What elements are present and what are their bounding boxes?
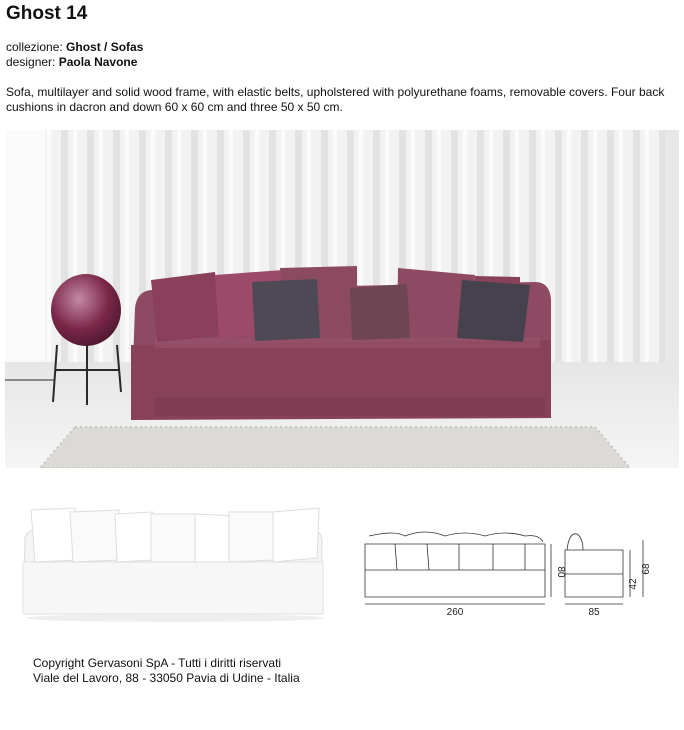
height-dimension: 80 <box>555 566 566 578</box>
address-line: Viale del Lavoro, 88 - 33050 Pavia di Udine - Italia <box>33 671 300 685</box>
product-photo <box>5 130 679 468</box>
collection-value: Ghost / Sofas <box>66 40 144 54</box>
designer-value: Paola Navone <box>58 55 138 69</box>
white-sofa-image <box>15 500 335 625</box>
depth-dimension: 85 <box>588 607 600 618</box>
width-dimension: 260 <box>446 607 464 618</box>
collection-label: collezione: <box>6 40 63 54</box>
sofa <box>131 266 551 420</box>
product-title: Ghost 14 <box>6 3 88 24</box>
arm-height-dimension: 68 <box>641 563 652 575</box>
dimension-drawing <box>355 522 665 622</box>
copyright-line: Copyright Gervasoni SpA - Tutti i diritti riservati <box>33 656 282 670</box>
footer <box>33 656 300 686</box>
designer-line <box>6 55 137 69</box>
collection-line <box>6 40 143 54</box>
designer-label: designer: <box>6 55 56 69</box>
product-description: Sofa, multilayer and solid wood frame, with elastic belts, upholstered with polyurethane foams, removable covers. Four back cushions in dacron and down 60 x 60 cm and three 50 x 50 cm. <box>6 85 665 114</box>
seat-height-dimension: 42 <box>628 578 639 590</box>
